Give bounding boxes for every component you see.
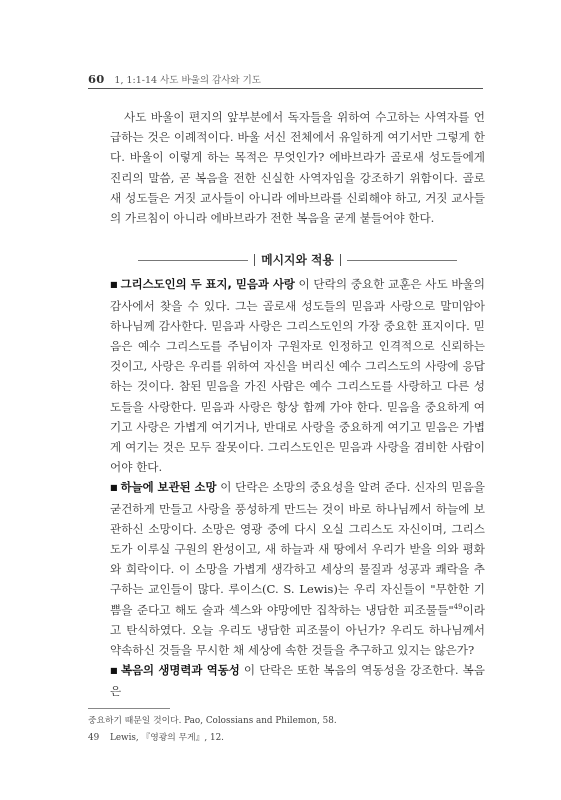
application-text-continued: 이라고 탄식하였다. 오늘 우리도 냉담한 피조물이 아닌가? 우리도 하나님께서 약속하신 것들을 무시한 채 세상에 속한 것들을 추구하고 있지는 않은가?	[110, 602, 485, 658]
footnote-ref: 49	[453, 602, 463, 611]
application-paragraph	[110, 477, 485, 660]
footnote-text: Lewis, 『영광의 무게』, 12.	[110, 733, 224, 743]
application-paragraph	[110, 660, 485, 701]
intro-section	[110, 107, 485, 228]
footnote-number: 49	[88, 733, 100, 743]
application-heading	[110, 663, 240, 677]
heading-rule-right	[347, 260, 457, 261]
intro-paragraph: 사도 바울이 편지의 앞부분에서 독자들을 위하여 수고하는 사역자를 언급하는 것은 이례적이다. 바울 서신 전체에서 유일하게 여기서만 그렇게 한다. 바울이 이렇게 하는 목적은 무엇인가? 에바브라가 골로새 성도들에게 진리의 말씀, 곧 복음을 전한 신실한 사역자임을 강조하기 위함이다. 골로새 성도들은 거짓 교사들이 아니라 에바브라를 신뢰해야 하고, 거짓 교사들의 가르침이 아니라 에바브라가 전한 복음을 굳게 붙들어야 한다.	[110, 110, 485, 226]
application-text: 이 단락의 중요한 교훈은 사도 바울의 감사에서 찾을 수 있다. 그는 골로새 성도들의 믿음과 사랑으로 말미암아 하나님께 감사한다. 믿음과 사랑은 그리스도인의 가장 중요한 표지이다. 믿음은 예수 그리스도를 주님이자 구원자로 인정하고 인격적으로 신뢰하는 것이고, 사랑은 우리를 위하여 자신을 버리신 예수 그리스도의 사랑에 응답하는 것이다. 참된 믿음을 가진 사람은 예수 그리스도를 사랑하고 다른 성도들을 사랑한다. 믿음과 사랑은 항상 함께 가야 한다. 믿음을 중요하게 여기고 사랑은 가볍게 여기거나, 반대로 사랑을 중요하게 여기고 믿음은 가볍게 여기는 것은 모두 잘못이다. 그리스도인은 믿음과 사랑을 겸비한 사람이어야 한다.	[110, 277, 485, 475]
footnote-text: 중요하기 때문일 것이다. Pao, Colossians and Philemon, 58.	[88, 716, 337, 726]
footnote-rule	[88, 708, 170, 709]
application-heading	[110, 277, 295, 291]
application-text: 이 단락은 또한 복음의 역동성을 강조한다. 복음은	[110, 663, 486, 699]
square-bullet-icon: ■	[110, 666, 118, 676]
header-rule	[88, 88, 483, 89]
application-heading	[110, 480, 217, 494]
section-heading	[110, 250, 485, 270]
application-paragraph	[110, 274, 485, 477]
heading-bar-right	[340, 254, 341, 266]
application-heading-text: 복음의 생명력과 역동성	[120, 663, 240, 678]
page-number: 60	[88, 72, 105, 86]
footnotes	[88, 708, 483, 747]
application-heading-text: 그리스도인의 두 표지, 믿음과 사랑	[120, 277, 295, 292]
application-text: 이 단락은 소망의 중요성을 알려 준다. 신자의 믿음을 굳건하게 만들고 사랑을 풍성하게 만드는 것이 바로 하나님께서 하늘에 보관하신 소망이다. 소망은 영광 중에 다시 오실 그리스도 자신이며, 그리스도가 이루실 구원의 완성이고, 새 하늘과 새 땅에서 우리가 받을 의와 평화와 희락이다. 이 소망을 가볍게 생각하고 세상의 물질과 성공과 쾌락을 추구하는 교인들이 많다. 루이스(C. S. Lewis)는 우리 자신들이 "무한한 기쁨을 준다고 해도 술과 섹스와 야망에만 집착하는 냉담한 피조물들"	[110, 480, 485, 617]
body-text	[110, 107, 485, 702]
square-bullet-icon: ■	[110, 483, 118, 493]
running-header	[88, 72, 481, 86]
square-bullet-icon: ■	[110, 280, 118, 290]
footnote-continued	[88, 713, 483, 730]
application-heading-text: 하늘에 보관된 소망	[120, 480, 217, 495]
running-title: 1, 1:1-14 사도 바울의 감사와 기도	[114, 75, 261, 86]
heading-rule-left	[138, 260, 248, 261]
heading-bar-left	[254, 254, 255, 266]
footnote	[88, 730, 483, 747]
section-title: 메시지와 적용	[261, 253, 334, 268]
